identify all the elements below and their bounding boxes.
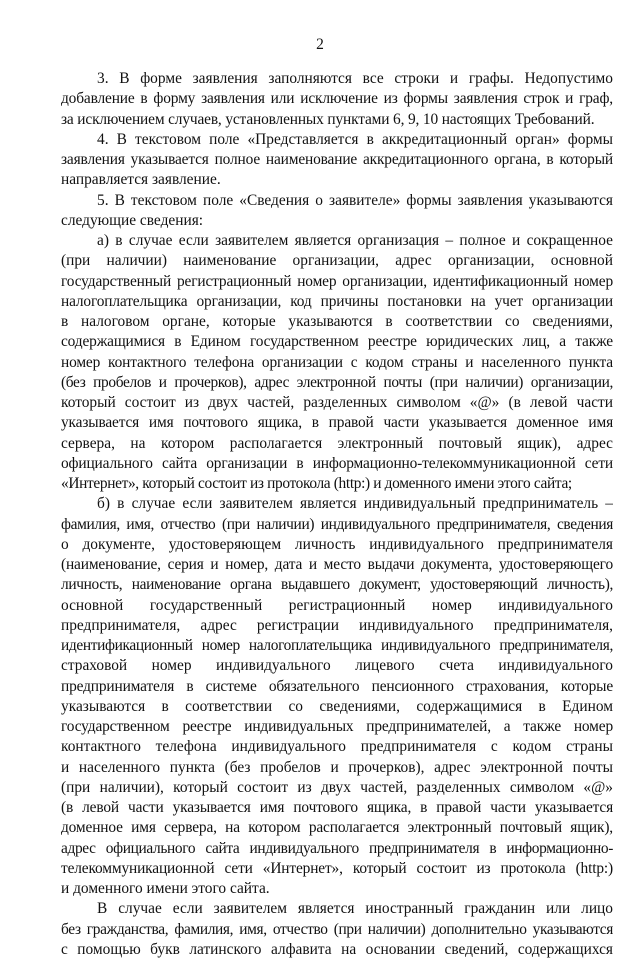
text-line: о документе, удостоверяющем личность индивидуального предпринимателя xyxy=(61,535,613,553)
text-line: добавление в форму заявления или исключение из формы заявления строк и граф, xyxy=(61,90,613,108)
text-line: государственный регистрационный номер организации, идентификационный номер xyxy=(61,272,613,290)
subparagraph-a xyxy=(61,231,613,494)
text-line: без гражданства, фамилия, имя, отчество (при наличии) дополнительно указываются xyxy=(61,920,613,938)
text-line: 4. В текстовом поле «Представляется в аккредитационный орган» формы xyxy=(97,130,613,148)
text-line: (в левой части указывается имя почтового ящика, в правой части указывается xyxy=(61,799,613,816)
text-line: б) в случае если заявителем является индивидуальный предприниматель – xyxy=(97,495,613,513)
text-line: В случае если заявителем является иностранный гражданин или лицо xyxy=(97,900,613,918)
text-line: а) в случае если заявителем является организация – полное и сокращенное xyxy=(97,232,613,249)
subparagraph-b xyxy=(61,494,613,899)
text-line: предпринимателя в системе обязательного пенсионного страхования, которые xyxy=(61,677,613,695)
text-line: адрес официального сайта индивидуального предпринимателя в информационно- xyxy=(61,839,613,857)
text-line: 5. В текстовом поле «Сведения о заявителе» формы заявления указываются xyxy=(97,191,613,209)
text-line: с помощью букв латинского алфавита на основании сведений, содержащихся xyxy=(61,940,613,958)
text-line: (наименование, серия и номер, дата и место выдачи документа, удостоверяющего xyxy=(61,556,613,573)
text-line: налогоплательщика организации, код причины постановки на учет организации xyxy=(61,292,613,310)
text-line: контактного телефона индивидуального предпринимателя с кодом страны xyxy=(61,738,613,756)
text-line: страховой номер индивидуального лицевого счета индивидуального xyxy=(61,657,613,675)
text-line: сервера, на котором располагается электронный почтовый ящик), адрес xyxy=(61,434,613,452)
text-line: направляется заявление. xyxy=(61,171,221,189)
text-line: официального сайта организации в информационно-телекоммуникационной сети xyxy=(61,454,613,472)
text-line: основной государственный регистрационный номер индивидуального xyxy=(61,596,613,614)
text-line: номер контактного телефона организации с кодом страны и населенного пункта xyxy=(61,353,613,371)
text-line: следующие сведения: xyxy=(61,211,204,229)
text-line: (при наличии) наименование организации, адрес организации, основной xyxy=(61,252,613,270)
text-line: за исключением случаев, установленных пунктами 6, 9, 10 настоящих Требований. xyxy=(61,110,595,128)
paragraph-item-3 xyxy=(61,69,613,130)
text-line: «Интернет», который состоит из протокола (http:) и доменного имени этого сайта; xyxy=(61,475,572,492)
text-line: фамилия, имя, отчество (при наличии) индивидуального предпринимателя, сведения xyxy=(61,515,613,533)
text-line: который состоит из двух частей, разделенных символом «@» (в левой части xyxy=(61,394,613,411)
text-line: государственном реестре индивидуальных предпринимателей, а также номер xyxy=(61,718,613,735)
text-line: содержащимися в Едином государственном реестре юридических лиц, а также xyxy=(61,333,613,351)
document-body xyxy=(61,69,613,960)
paragraph-foreign-citizen xyxy=(61,899,613,960)
text-line: заявления указывается полное наименование аккредитационного органа, в который xyxy=(61,151,613,168)
text-line: и населенного пункта (без пробелов и прочерков), адрес электронной почты xyxy=(61,758,613,776)
text-line: доменное имя сервера, на котором располагается электронный почтовый ящик), xyxy=(61,819,613,837)
text-line: указываются в соответствии со сведениями, содержащимися в Едином xyxy=(61,697,613,715)
paragraph-item-4 xyxy=(61,130,613,191)
text-line: предпринимателя, адрес регистрации индивидуального предпринимателя, xyxy=(61,616,613,634)
text-line: (без пробелов и прочерков), адрес электронной почты (при наличии) организации, xyxy=(61,373,613,391)
paragraph-item-5 xyxy=(61,191,613,232)
page-number: 2 xyxy=(316,36,324,53)
text-line: личность, наименование органа выдавшего документ, удостоверяющий личность), xyxy=(61,576,613,594)
text-line: указывается имя почтового ящика, в правой части указывается доменное имя xyxy=(61,414,613,432)
text-line: и доменного имени этого сайта. xyxy=(61,880,270,897)
text-line: в налоговом органе, которые указываются в соответствии со сведениями, xyxy=(61,313,613,330)
text-line: 3. В форме заявления заполняются все строки и графы. Недопустимо xyxy=(97,70,613,87)
text-line: телекоммуникационной сети «Интернет», который состоит из протокола (http:) xyxy=(61,859,613,877)
text-line: (при наличии), который состоит из двух частей, разделенных символом «@» xyxy=(61,778,613,796)
text-line: идентификационный номер налогоплательщика индивидуального предпринимателя, xyxy=(61,637,613,654)
